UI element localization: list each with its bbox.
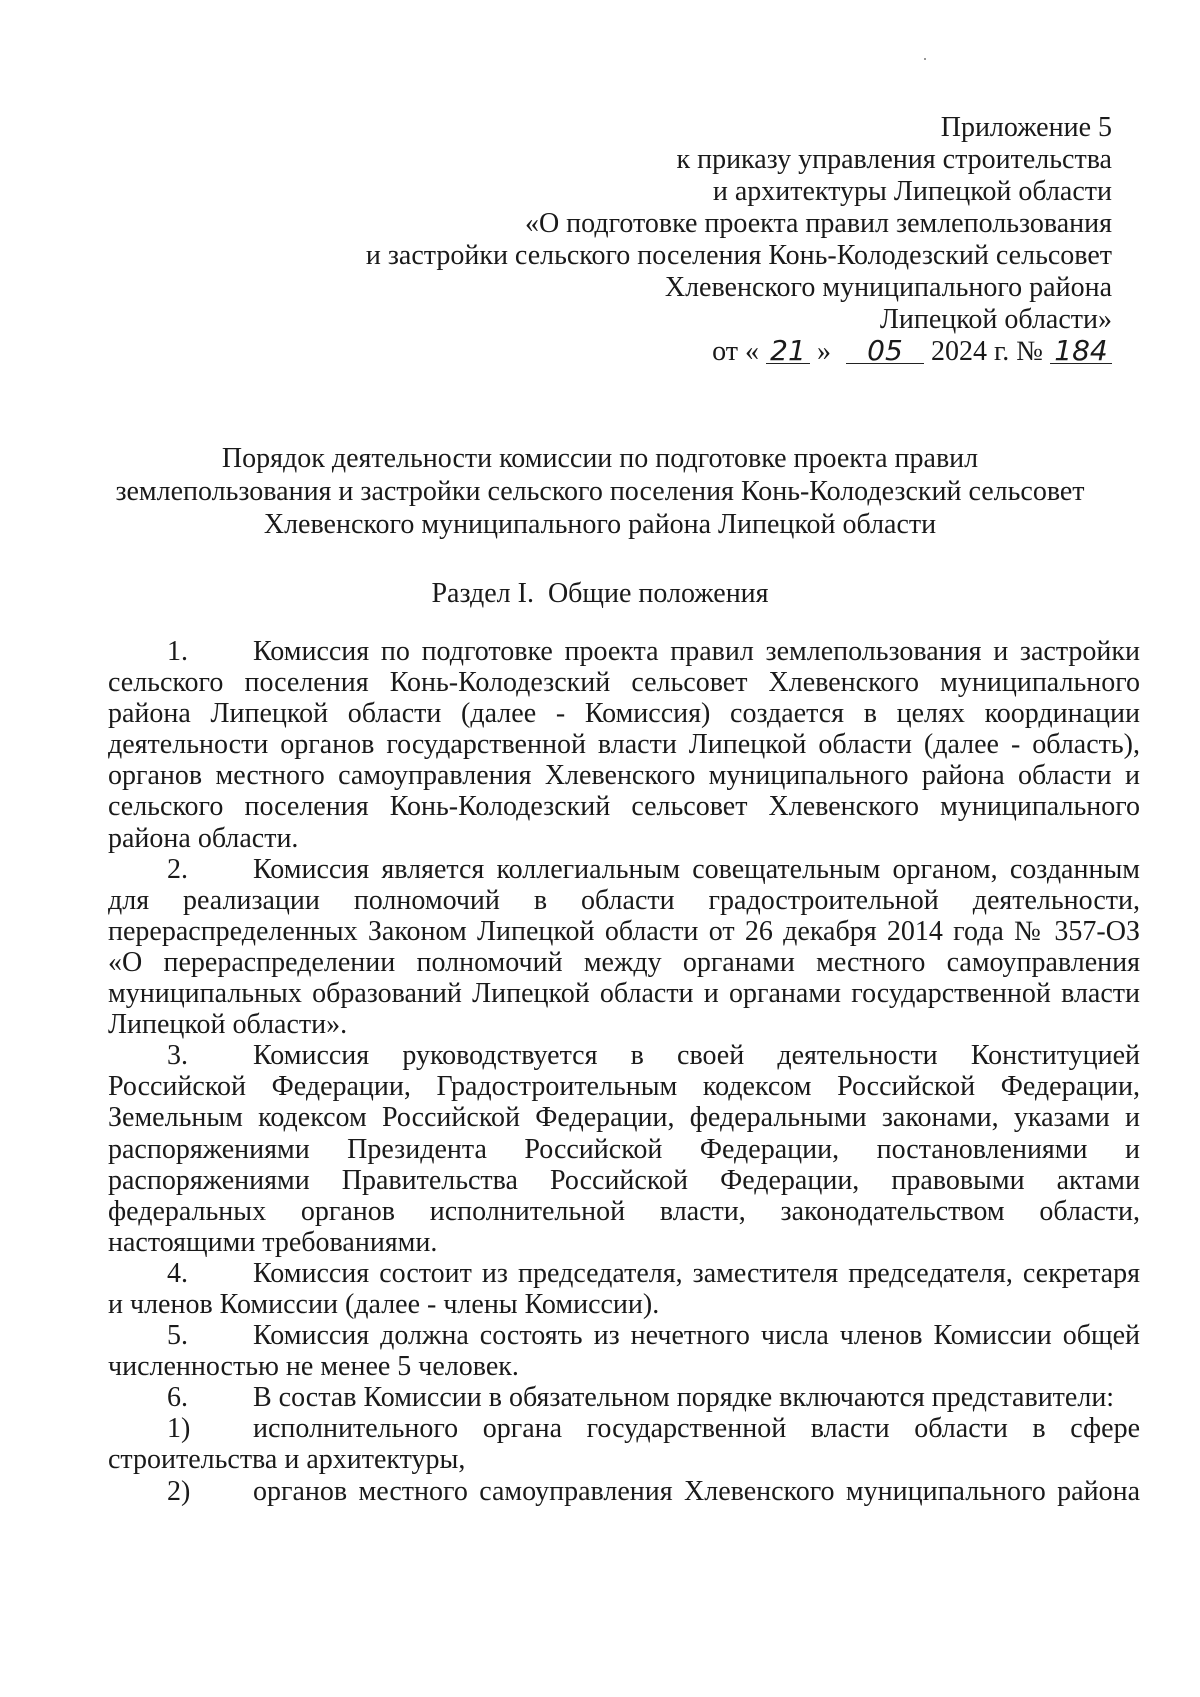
- handwritten-order-number: 184: [1050, 339, 1112, 364]
- paragraph: [108, 854, 1140, 1041]
- list-item-marker: 1): [167, 1413, 191, 1445]
- document-body: [108, 636, 1140, 1507]
- list-item: [108, 1476, 1140, 1507]
- paragraph: [108, 1320, 1140, 1382]
- paragraph-number: 4.: [167, 1257, 188, 1289]
- paragraph-text: Комиссия по подготовке проекта правил землепользования и застройки сельского поселения Конь-Колодезский сельсовет Хлевенского муниципального района Липецкой области (далее - Комиссия) создается в целях координации деятельности органов государственной власти Липецкой области (далее - область), органов местного самоуправления Хлевенского муниципального района области и сельского поселения Конь-Колодезский сельсовет Хлевенского муниципального района области.: [108, 636, 1140, 854]
- list-item: [108, 1413, 1140, 1475]
- paragraph-text: Комиссия руководствуется в своей деятельности Конституцией Российской Федерации, Градостроительным кодексом Российской Федерации, Земельным кодексом Российской Федерации, федеральными законами, указами и распоряжениями Президента Российской Федерации, постановлениями и распоряжениями Правительства Российской Федерации, правовыми актами федеральных органов исполнительной власти, законодательством области, настоящими требованиями.: [108, 1040, 1140, 1258]
- section-heading: Раздел I. Общие положения: [431, 578, 769, 609]
- paragraph: [108, 636, 1140, 854]
- annex-line: «О подготовке проекта правил землепользования: [524, 208, 1112, 239]
- annex-line: Приложение 5: [940, 112, 1112, 143]
- annex-line: и архитектуры Липецкой области: [712, 176, 1112, 207]
- paragraph-number: 5.: [167, 1320, 188, 1352]
- handwritten-month: 05: [846, 339, 924, 364]
- title-line: Хлевенского муниципального района Липецкой области: [263, 509, 937, 540]
- paragraph-number: 2.: [167, 853, 188, 885]
- annex-header: [366, 112, 1112, 368]
- title-line: Порядок деятельности комиссии по подготовке проекта правил: [221, 443, 979, 474]
- paragraph-number: 3.: [167, 1040, 188, 1072]
- annex-line: Хлевенского муниципального района: [664, 272, 1112, 303]
- date-mid: »: [816, 336, 831, 367]
- list-item-text: исполнительного органа государственной власти области в сфере строительства и архитектуры,: [108, 1413, 1140, 1476]
- handwritten-day: 21: [766, 339, 810, 364]
- date-year: 2024 г. №: [930, 336, 1043, 367]
- annex-line: к приказу управления строительства: [676, 144, 1112, 175]
- title-line: землепользования и застройки сельского поселения Конь-Колодезский сельсовет: [115, 476, 1085, 507]
- annex-line: Липецкой области»: [879, 304, 1112, 335]
- annex-line: и застройки сельского поселения Конь-Колодезский сельсовет: [365, 240, 1112, 271]
- list-item-text: органов местного самоуправления Хлевенского муниципального района: [253, 1475, 1140, 1507]
- document-title: [100, 442, 1100, 541]
- date-prefix: от «: [712, 336, 759, 367]
- scan-speck: [924, 58, 926, 60]
- paragraph: [108, 1258, 1140, 1320]
- list-item-marker: 2): [167, 1475, 191, 1507]
- paragraph-text: Комиссия должна состоять из нечетного числа членов Комиссии общей численностью не менее 5 человек.: [108, 1320, 1140, 1383]
- paragraph-number: 6.: [167, 1382, 188, 1414]
- paragraph: [108, 1382, 1140, 1413]
- order-date-line: [366, 336, 1112, 368]
- paragraph: [108, 1040, 1140, 1258]
- paragraph-number: 1.: [167, 636, 188, 667]
- paragraph-text: В состав Комиссии в обязательном порядке включаются представители:: [253, 1382, 1115, 1414]
- paragraph-text: Комиссия состоит из председателя, заместителя председателя, секретаря и членов Комиссии (далее - члены Комиссии).: [108, 1257, 1140, 1320]
- paragraph-text: Комиссия является коллегиальным совещательным органом, созданным для реализации полномочий в области градостроительной деятельности, перераспределенных Законом Липецкой области от 26 декабря 2014 года № 357-ОЗ «О перераспределении полномочий между органами местного самоуправления муниципальных образований Липецкой области и органами государственной власти Липецкой области».: [108, 853, 1140, 1041]
